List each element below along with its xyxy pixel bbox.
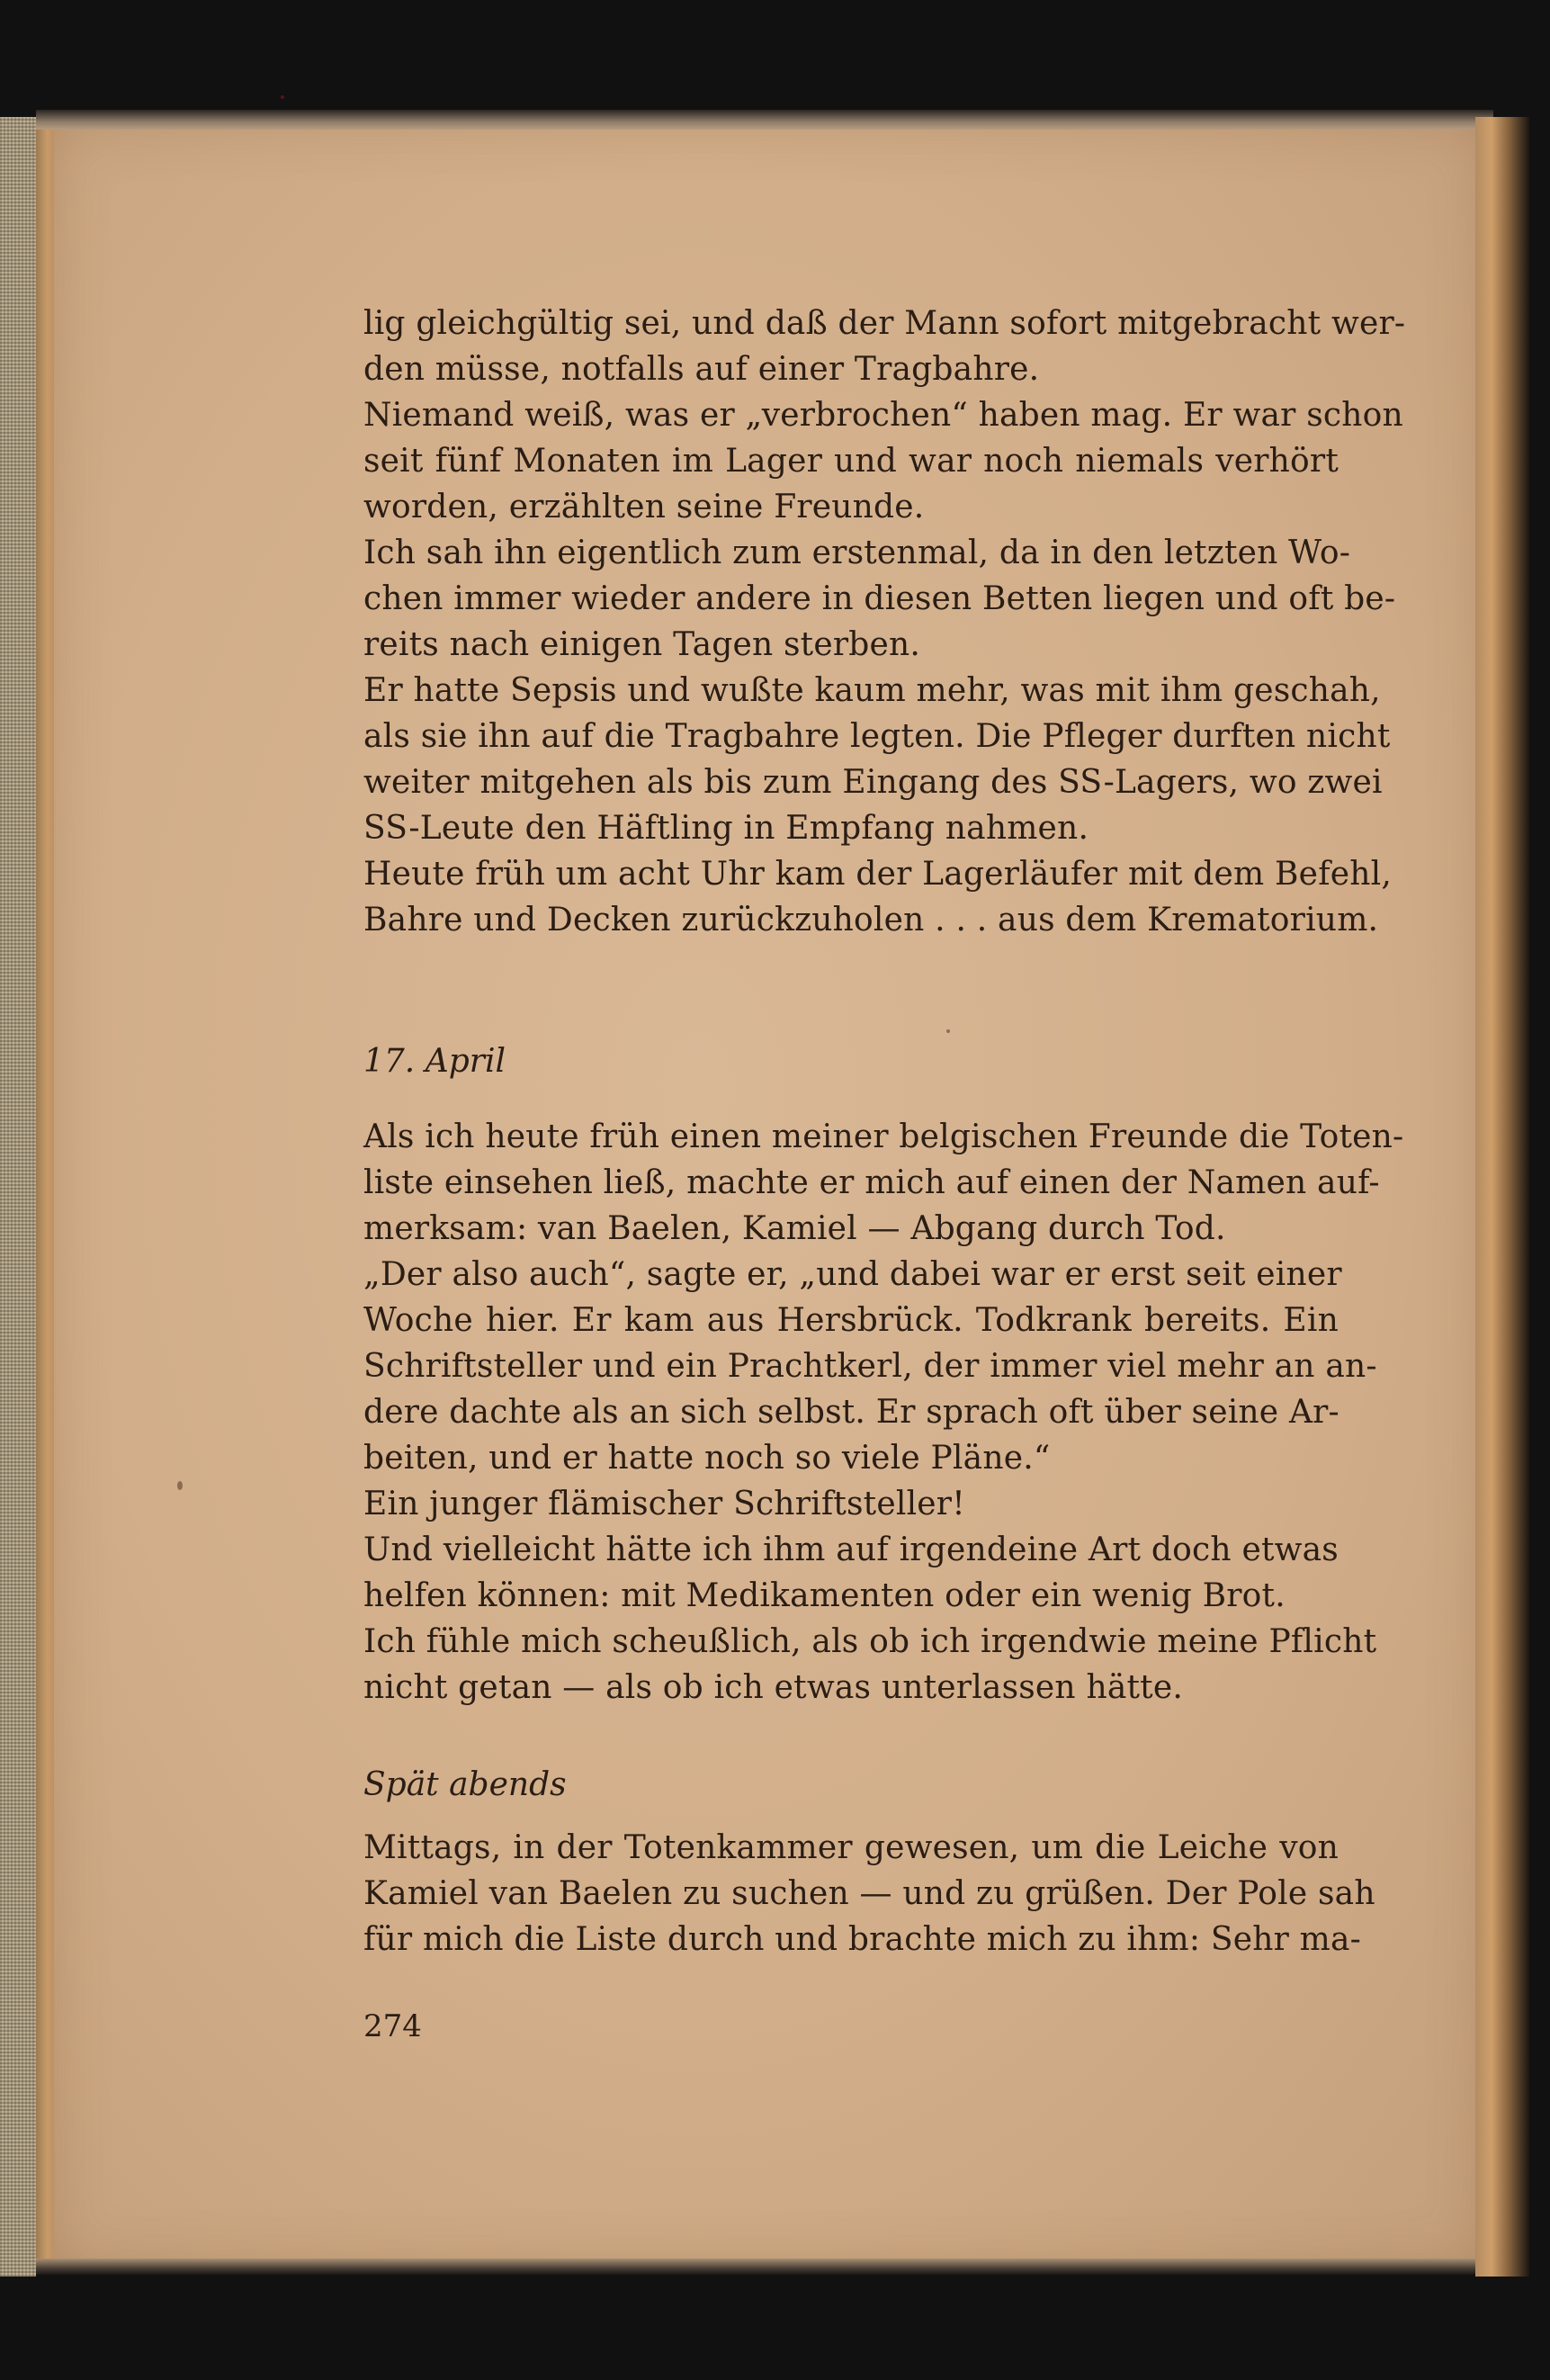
text-line: nicht getan — als ob ich etwas unterlassen hätte.	[363, 1669, 1183, 1706]
text-line: Und vielleicht hätte ich ihm auf irgendeine Art doch etwas	[363, 1531, 1339, 1568]
entry-heading-spaet-abends: Spät abends	[363, 1766, 567, 1803]
paper-speck	[177, 1481, 183, 1490]
text-line: lig gleichgültig sei, und daß der Mann sofort mitgebracht wer-	[363, 305, 1406, 342]
text-line: „Der also auch“, sagte er, „und dabei war er erst seit einer	[363, 1256, 1342, 1293]
text-line: Niemand weiß, was er „verbrochen“ haben mag. Er war schon	[363, 397, 1403, 434]
top-edge-shadow	[36, 110, 1493, 130]
text-line: Heute früh um acht Uhr kam der Lagerläufer mit dem Befehl,	[363, 856, 1392, 893]
paragraph-block-3	[363, 1825, 1375, 1962]
text-line: helfen können: mit Medikamenten oder ein wenig Brot.	[363, 1577, 1286, 1614]
text-line: Mittags, in der Totenkammer gewesen, um die Leiche von	[363, 1829, 1339, 1866]
text-line: beiten, und er hatte noch so viele Pläne.“	[363, 1440, 1051, 1477]
text-line: den müsse, notfalls auf einer Tragbahre.	[363, 351, 1040, 388]
text-line: weiter mitgehen als bis zum Eingang des SS-Lagers, wo zwei	[363, 764, 1383, 801]
text-line: Ich fühle mich scheußlich, als ob ich irgendwie meine Pflicht	[363, 1623, 1377, 1660]
entry-heading-17-april: 17. April	[363, 1043, 506, 1080]
text-line: als sie ihn auf die Tragbahre legten. Die Pfleger durften nicht	[363, 718, 1391, 755]
text-line: Bahre und Decken zurückzuholen . . . aus dem Krematorium.	[363, 902, 1379, 939]
text-line: liste einsehen ließ, machte er mich auf einen der Namen auf-	[363, 1164, 1380, 1201]
text-line: Ich sah ihn eigentlich zum erstenmal, da in den letzten Wo-	[363, 534, 1351, 571]
text-line: Er hatte Sepsis und wußte kaum mehr, was mit ihm geschah,	[363, 672, 1381, 709]
text-line: worden, erzählten seine Freunde.	[363, 489, 925, 525]
book-binding	[0, 117, 36, 2277]
paper-speck	[946, 1029, 950, 1033]
paragraph-block-1	[363, 301, 1406, 943]
text-line: merksam: van Baelen, Kamiel — Abgang durch Tod.	[363, 1210, 1226, 1247]
page-number: 274	[363, 2008, 422, 2044]
text-line: Kamiel van Baelen zu suchen — und zu grüßen. Der Pole sah	[363, 1875, 1375, 1912]
bottom-edge-shadow	[36, 2259, 1493, 2275]
right-page-edge	[1475, 117, 1529, 2277]
text-line: Schriftsteller und ein Prachtkerl, der immer viel mehr an an-	[363, 1348, 1377, 1385]
text-line: reits nach einigen Tagen sterben.	[363, 626, 921, 663]
paragraph-block-2	[363, 1114, 1404, 1711]
paper-speck	[281, 95, 284, 99]
text-line: Ein junger flämischer Schriftsteller!	[363, 1486, 965, 1522]
text-line: seit fünf Monaten im Lager und war noch niemals verhört	[363, 443, 1339, 480]
text-line: Als ich heute früh einen meiner belgischen Freunde die Toten-	[363, 1118, 1404, 1155]
text-line: Woche hier. Er kam aus Hersbrück. Todkrank bereits. Ein	[363, 1302, 1339, 1339]
text-line: SS-Leute den Häftling in Empfang nahmen.	[363, 810, 1089, 847]
text-line: für mich die Liste durch und brachte mich zu ihm: Sehr ma-	[363, 1921, 1362, 1958]
text-line: chen immer wieder andere in diesen Betten liegen und oft be-	[363, 580, 1396, 617]
text-line: dere dachte als an sich selbst. Er sprach oft über seine Ar-	[363, 1394, 1339, 1431]
